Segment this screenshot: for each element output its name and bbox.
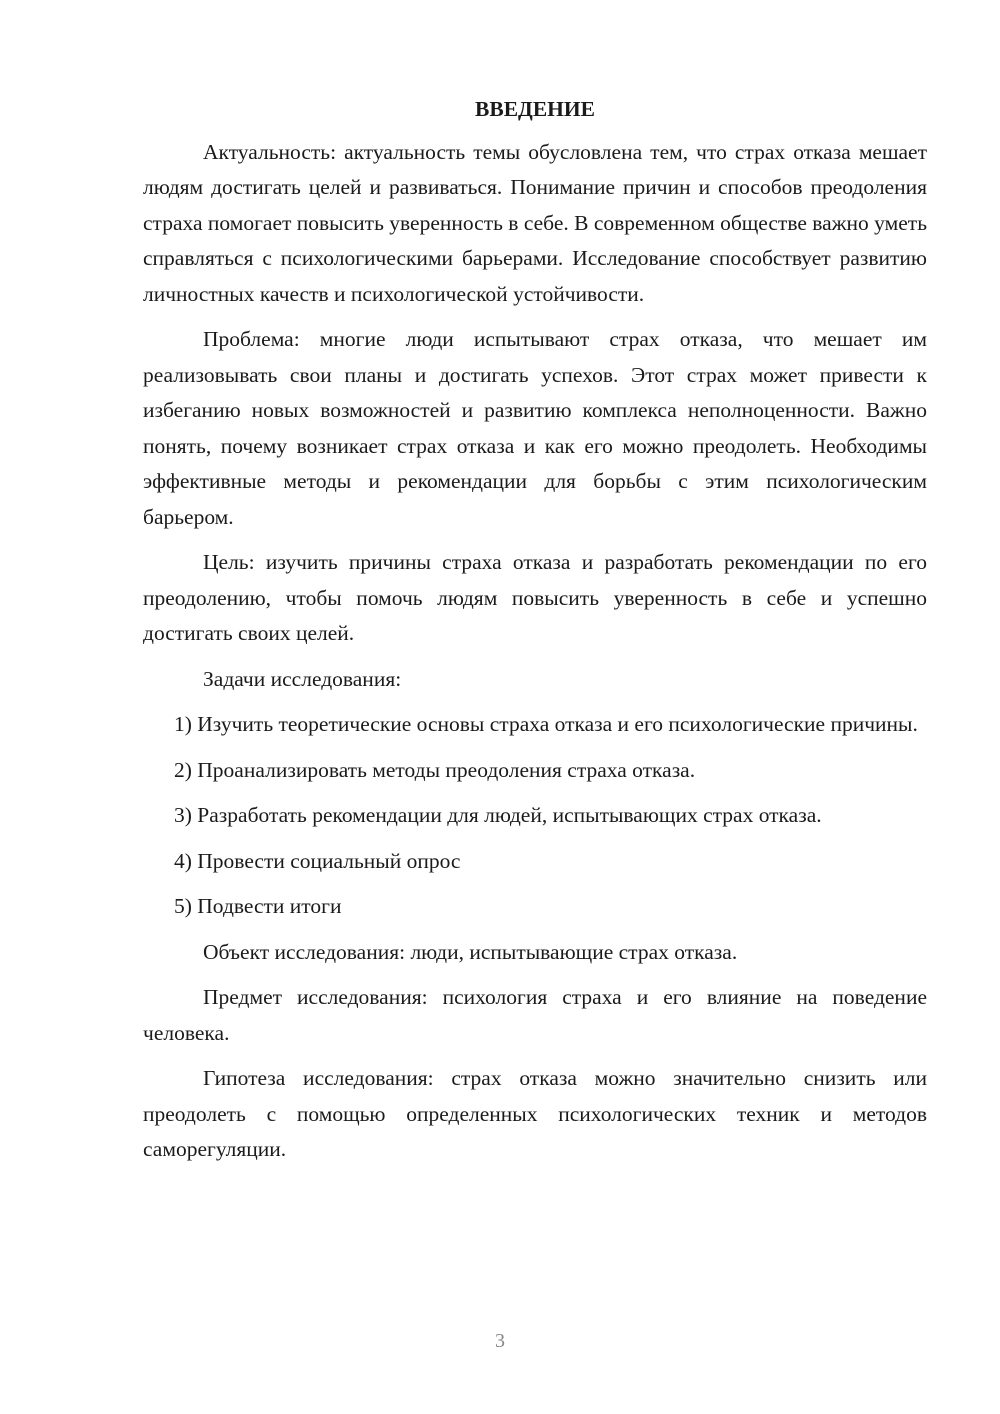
task-item: 2) Проанализировать методы преодоления страха отказа. [174,757,696,782]
object-paragraph: Объект исследования: люди, испытывающие страх отказа. [203,939,738,964]
task-item: 4) Провести социальный опрос [174,848,461,873]
task-item: 5) Подвести итоги [174,894,342,918]
section-title: ВВЕДЕНИЕ [475,97,595,121]
goal-paragraph: Цель: изучить причины страха отказа и разработать рекомендации по его преодолению, чтобы помочь людям повысить уверенность в себе и успешно достигать своих целей. [143,550,927,645]
subject-paragraph: Предмет исследования: психология страха и его влияние на поведение человека. [143,985,927,1045]
relevance-paragraph: Актуальность: актуальность темы обусловлена тем, что страх отказа мешает людям достигать целей и развиваться. Понимание причин и способов преодоления страха помогает повысить уверенность в себе. В современном обществе важно уметь справляться с психологическими барьерами. Исследование способствует развитию личностных качеств и психологической устойчивости. [143,139,927,306]
task-item: 1) Изучить теоретические основы страха отказа и его психологические причины. [174,712,918,736]
tasks-heading: Задачи исследования: [203,666,402,691]
task-item: 3) Разработать рекомендации для людей, испытывающих страх отказа. [174,803,822,827]
page-number: 3 [495,1330,505,1352]
hypothesis-paragraph: Гипотеза исследования: страх отказа можно значительно снизить или преодолеть с помощью определенных психологических техник и методов саморегуляции. [143,1066,927,1161]
problem-paragraph: Проблема: многие люди испытывают страх отказа, что мешает им реализовывать свои планы и достигать успехов. Этот страх может привести к избеганию новых возможностей и развитию комплекса неполноценности. Важно понять, почему возникает страх отказа и как его можно преодолеть. Необходимы эффективные методы и рекомендации для борьбы с этим психологическим барьером. [143,327,927,529]
page-content [143,92,927,1178]
